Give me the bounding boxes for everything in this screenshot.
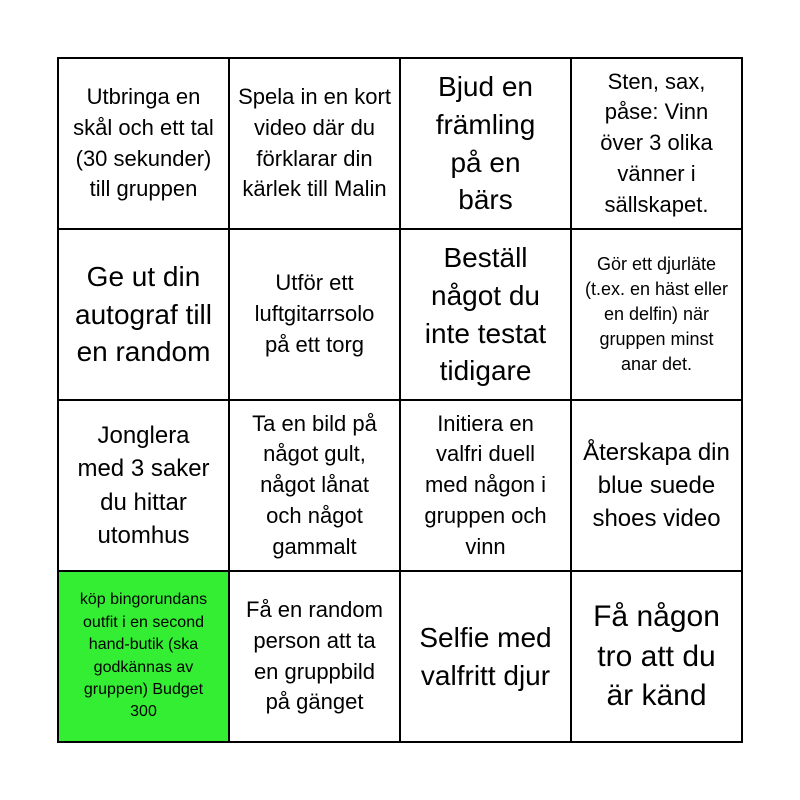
bingo-board — [57, 57, 743, 743]
bingo-cell-6[interactable] — [229, 229, 400, 400]
bingo-cell-1[interactable] — [58, 58, 229, 229]
bingo-cell-text: Bjud en främling på en bärs — [435, 70, 536, 216]
bingo-cell-text: Utbringa en skål och ett tal (30 sekunder) till gruppen — [73, 83, 214, 202]
bingo-cell-4[interactable] — [571, 58, 742, 229]
bingo-cell-15[interactable] — [400, 571, 571, 742]
bingo-cell-13-marked[interactable] — [58, 571, 229, 742]
bingo-cell-14[interactable] — [229, 571, 400, 742]
bingo-cell-text: köp bingorundans outfit i en second hand-butik (ska godkännas av gruppen) Budget 300 — [79, 591, 208, 721]
bingo-cell-text: Selfie med valfritt djur — [419, 621, 552, 691]
bingo-cell-text: Beställ något du inte testat tidigare — [424, 241, 547, 387]
bingo-cell-16[interactable] — [571, 571, 742, 742]
bingo-cell-text: Jonglera med 3 saker du hittar utomhus — [77, 422, 210, 549]
bingo-cell-text: Återskapa din blue suede shoes video — [583, 438, 730, 533]
bingo-cell-12[interactable] — [571, 400, 742, 571]
bingo-cell-text: Ta en bild på något gult, något lånat och något gammalt — [252, 410, 377, 559]
bingo-cell-text: Initiera en valfri duell med någon i gruppen och vinn — [424, 410, 547, 559]
bingo-cell-11[interactable] — [400, 400, 571, 571]
bingo-cell-text: Sten, sax, påse: Vinn över 3 olika vänner i sällskapet. — [600, 68, 713, 217]
bingo-cell-2[interactable] — [229, 58, 400, 229]
bingo-cell-3[interactable] — [400, 58, 571, 229]
bingo-cell-9[interactable] — [58, 400, 229, 571]
bingo-cell-8[interactable] — [571, 229, 742, 400]
bingo-cell-text: Få en random person att ta en gruppbild på gänget — [246, 596, 383, 715]
bingo-cell-5[interactable] — [58, 229, 229, 400]
bingo-cell-text: Utför ett luftgitarrsolo på ett torg — [254, 270, 375, 357]
bingo-cell-text: Få någon tro att du är känd — [593, 599, 720, 713]
bingo-cell-7[interactable] — [400, 229, 571, 400]
bingo-cell-text: Gör ett djurläte (t.ex. en häst eller en delfin) när gruppen minst anar det. — [584, 253, 729, 375]
bingo-cell-text: Spela in en kort video där du förklarar din kärlek till Malin — [238, 83, 391, 202]
bingo-cell-10[interactable] — [229, 400, 400, 571]
bingo-cell-text: Ge ut din autograf till en random — [75, 260, 212, 368]
